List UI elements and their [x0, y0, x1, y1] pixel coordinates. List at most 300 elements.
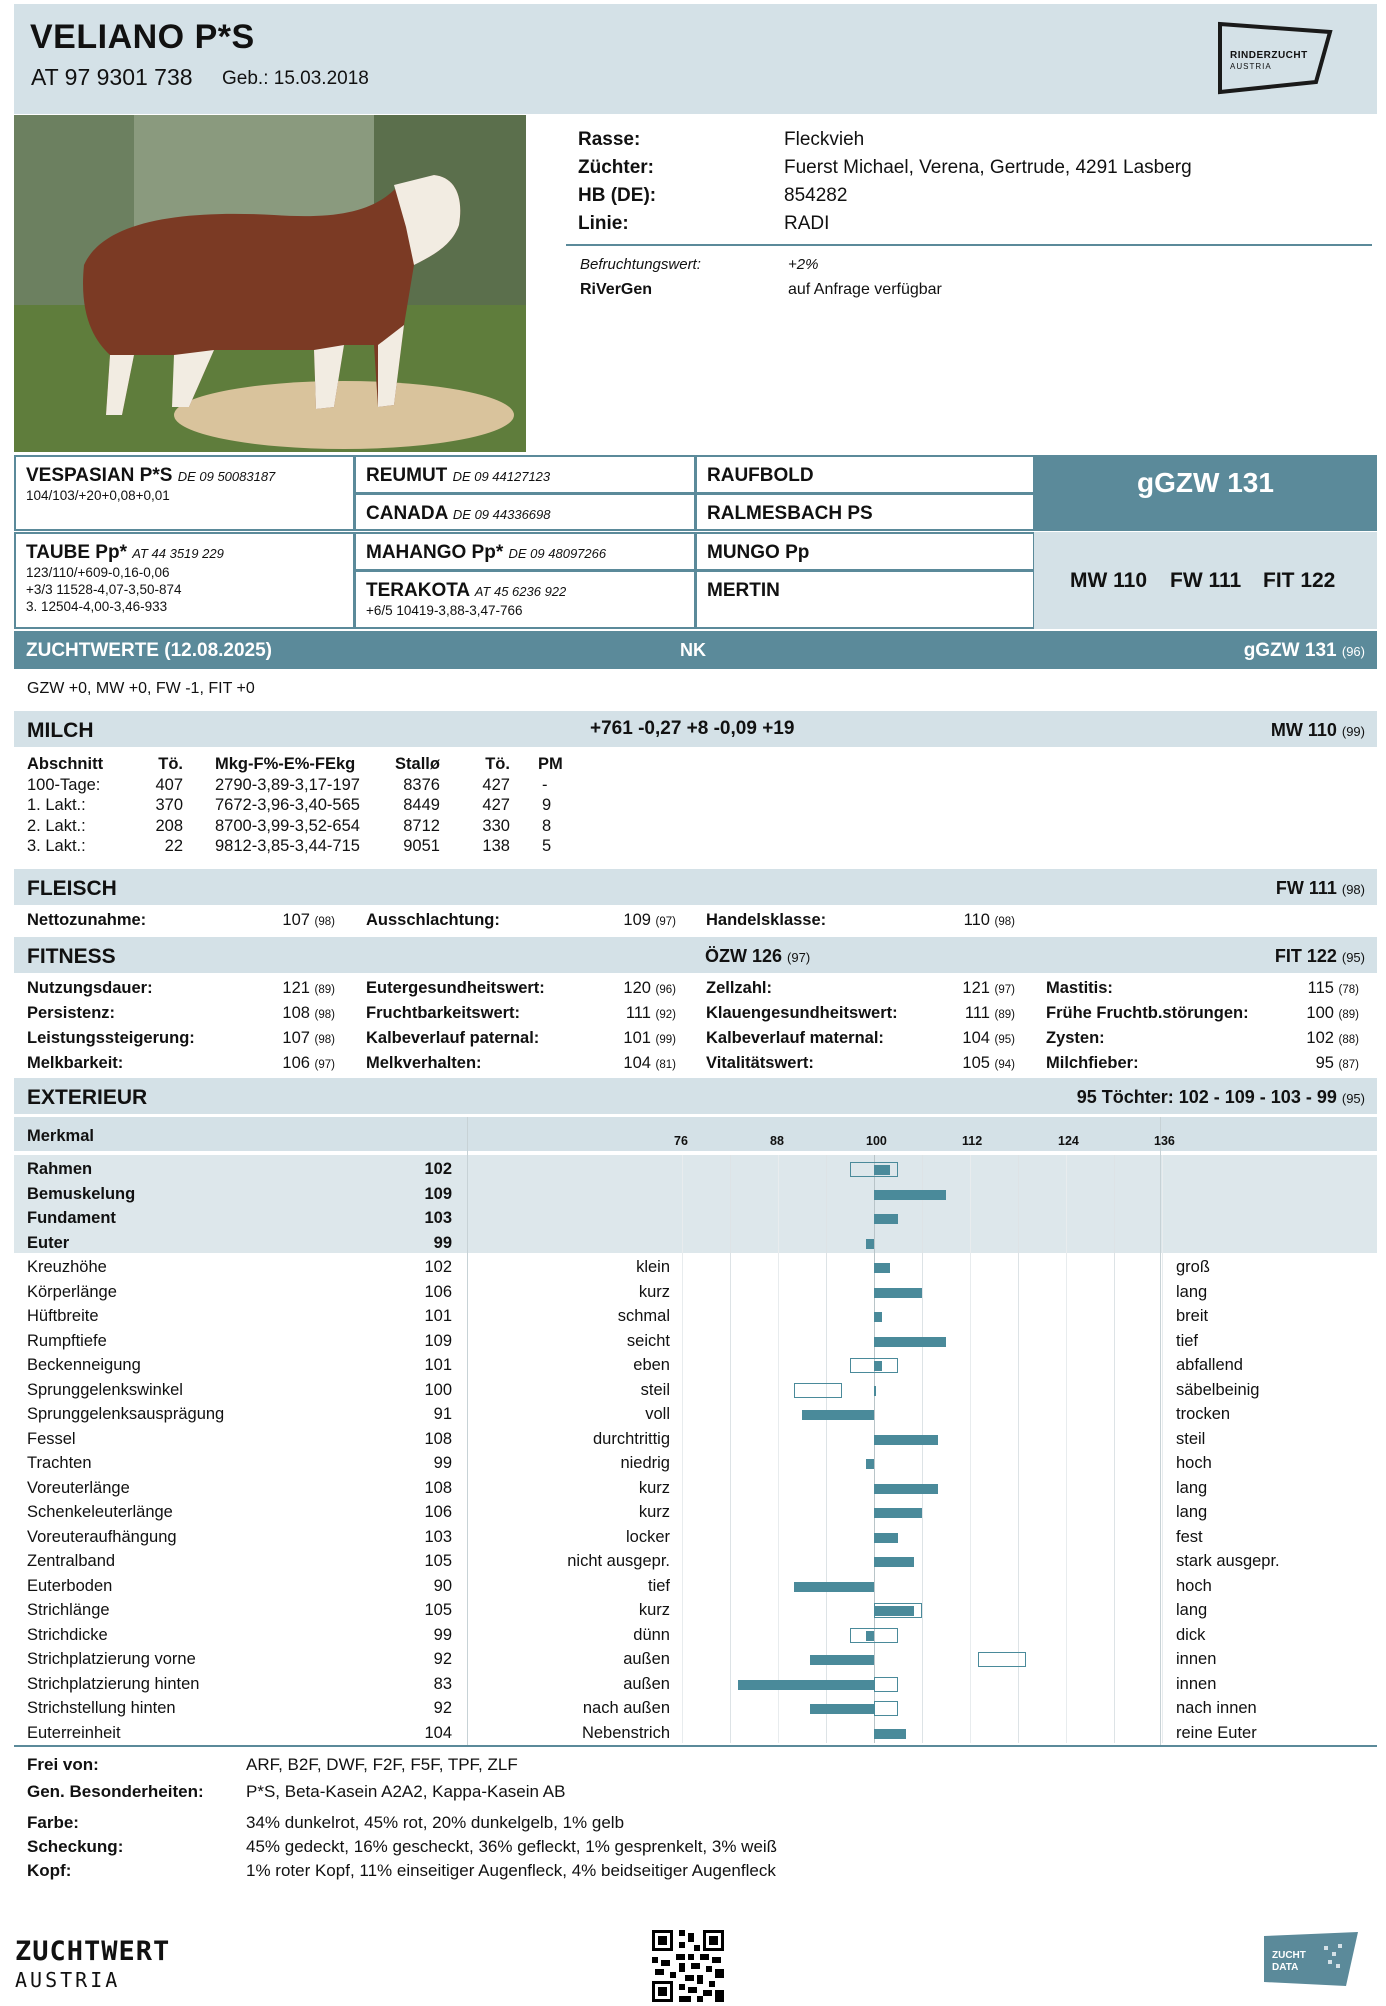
zuchtwert-austria-logo-line2: AUSTRIA	[15, 1968, 121, 1992]
milch-cell: 1. Lakt.:	[27, 796, 86, 814]
trait-right-pole: dick	[1176, 1625, 1206, 1644]
milch-cell: 8376	[403, 775, 440, 794]
exterieur-linear-row	[14, 1647, 1377, 1672]
milch-cell: 407	[155, 775, 183, 794]
milch-index: MW 110	[1270, 720, 1337, 740]
milch-cell: 8712	[403, 816, 440, 835]
milch-cell: 330	[482, 816, 510, 835]
merkmal-label: Merkmal	[27, 1127, 94, 1145]
misc-row	[27, 1859, 777, 1883]
ped-reg: DE 09 48097266	[508, 546, 607, 561]
zucht-data-logo	[1262, 1930, 1362, 1990]
trait-score: 106	[424, 1282, 452, 1301]
trait-left-pole: steil	[640, 1380, 670, 1399]
trait-label: Nutzungsdauer:	[27, 979, 153, 997]
trait-bar	[866, 1239, 874, 1249]
zuchtwerte-date: (12.08.2025)	[164, 640, 273, 661]
trait-left-pole: außen	[623, 1674, 670, 1693]
rivergen-value: auf Anfrage verfügbar	[788, 281, 942, 298]
trait-label: Melkbarkeit:	[27, 1054, 124, 1072]
exterieur-linear-row	[14, 1549, 1377, 1574]
trait-bar	[874, 1557, 914, 1567]
exterieur-linear-row	[14, 1500, 1377, 1525]
exterieur-linear-row	[14, 1451, 1377, 1476]
trait-label: Kalbeverlauf paternal:	[366, 1029, 540, 1047]
daughter-range-box	[874, 1677, 898, 1692]
info-label: Rasse:	[578, 129, 641, 150]
nk-label: NK	[680, 640, 706, 660]
trait-name: Euterboden	[27, 1576, 113, 1595]
exterieur-linear-row	[14, 1427, 1377, 1452]
misc-row	[27, 1811, 777, 1835]
trait-label: Eutergesundheitswert:	[366, 979, 545, 997]
delta-line: GZW +0, MW +0, FW -1, FIT +0	[27, 680, 255, 697]
daughter-range-box	[794, 1383, 842, 1398]
milch-cell: 2. Lakt.:	[27, 816, 86, 835]
trait-score: 109	[424, 1184, 452, 1203]
trait-bar	[866, 1459, 874, 1469]
trait-score: 90	[433, 1576, 452, 1595]
trait-label: Mastitis:	[1046, 979, 1113, 997]
milch-cell: 7672-3,96-3,40-565	[215, 796, 360, 814]
trait-label: Ausschlachtung:	[366, 911, 500, 929]
rinderzucht-austria-logo: RINDERZUCHT AUSTRIA	[1216, 20, 1336, 96]
trait-score: 92	[433, 1699, 452, 1717]
trait-right-pole: hoch	[1176, 1576, 1212, 1595]
milch-summary: +761 -0,27 +8 -0,09 +19	[590, 718, 795, 739]
pedigree-dam	[14, 532, 355, 629]
trait-left-pole: nach außen	[582, 1699, 670, 1717]
bull-photo	[14, 115, 526, 452]
trait-left-pole: kurz	[638, 1601, 670, 1619]
trait-score: 99	[433, 1454, 452, 1472]
trait-right-pole: reine Euter	[1176, 1723, 1257, 1742]
trait-score: 105	[424, 1552, 452, 1570]
info-label: Züchter:	[578, 157, 654, 178]
ped-name: REUMUT	[366, 465, 448, 486]
trait-name: Strichdicke	[27, 1625, 108, 1644]
trait-value: 108 (98)	[282, 1004, 335, 1022]
misc-row	[27, 1780, 777, 1811]
trait-name: Rahmen	[27, 1160, 93, 1178]
trait-bar	[874, 1533, 898, 1543]
exterieur-linear-row	[14, 1304, 1377, 1329]
fitness-rel: (95)	[1341, 950, 1365, 965]
registration-number: AT 97 9301 738	[31, 64, 193, 90]
info-value: Fleckvieh	[784, 129, 865, 150]
dam-lactation: +3/3 11528-4,07-3,50-874	[26, 582, 182, 597]
exterieur-daughters: 95 Töchter: 102 - 109 - 103 - 99	[1076, 1087, 1337, 1107]
trait-bar	[802, 1410, 874, 1420]
trait-left-pole: durchtrittig	[592, 1429, 670, 1448]
fitness-title: FITNESS	[27, 945, 116, 968]
trait-left-pole: tief	[647, 1576, 670, 1595]
trait-bar	[874, 1484, 938, 1494]
trait-reliability: (97)	[314, 1059, 335, 1071]
trait-score: 101	[424, 1356, 452, 1374]
trait-label: Frühe Fruchtb.störungen:	[1046, 1004, 1249, 1022]
trait-bar	[874, 1386, 876, 1396]
milch-rel: (99)	[1341, 724, 1365, 739]
trait-bar	[874, 1508, 922, 1518]
ped-name: MUNGO Pp	[707, 542, 810, 563]
trait-name: Schenkeleuterlänge	[27, 1503, 173, 1521]
trait-score: 100	[424, 1380, 452, 1399]
trait-label: Klauengesundheitswert:	[706, 1004, 898, 1022]
exterieur-rel: (95)	[1341, 1091, 1365, 1106]
trait-label: Zysten:	[1046, 1029, 1105, 1047]
trait-value: 107 (98)	[282, 1029, 335, 1047]
pedigree-sire-sire	[354, 455, 696, 494]
trait-value: 121 (89)	[282, 979, 335, 997]
ggzw-box	[1034, 455, 1377, 531]
trait-left-pole: klein	[636, 1258, 670, 1276]
exterieur-linear-row	[14, 1329, 1377, 1354]
qr-code-icon	[652, 1930, 724, 2002]
exterieur-bottom-line	[14, 1745, 1377, 1747]
trait-name: Strichlänge	[27, 1601, 110, 1619]
trait-name: Rumpftiefe	[27, 1331, 107, 1350]
trait-value: 101 (99)	[623, 1029, 676, 1047]
trait-left-pole: seicht	[626, 1331, 670, 1350]
trait-label: Persistenz:	[27, 1004, 116, 1022]
milch-cell: 8	[541, 816, 552, 835]
milch-title: MILCH	[27, 719, 94, 742]
misc-label: Gen. Besonderheiten:	[27, 1782, 204, 1801]
milch-header: Tö.	[485, 755, 510, 773]
ped-name: RALMESBACH PS	[707, 503, 873, 524]
trait-right-pole: säbelbeinig	[1176, 1380, 1260, 1399]
milch-header-row	[21, 754, 576, 775]
trait-right-pole: lang	[1176, 1601, 1208, 1619]
trait-score: 83	[433, 1674, 452, 1693]
info-value: 854282	[784, 185, 848, 206]
trait-value: 121 (97)	[962, 979, 1015, 997]
trait-right-pole: fest	[1176, 1527, 1203, 1546]
trait-bar	[874, 1606, 914, 1616]
trait-label: Melkverhalten:	[366, 1054, 482, 1072]
milch-row	[21, 836, 576, 857]
scale-tick-label: 124	[1058, 1134, 1079, 1148]
trait-bar	[874, 1337, 946, 1347]
trait-reliability: (98)	[314, 1034, 335, 1046]
trait-name: Beckenneigung	[27, 1356, 141, 1374]
trait-reliability: (88)	[1338, 1034, 1359, 1046]
birth-date: Geb.: 15.03.2018	[222, 68, 369, 89]
dam-name: TAUBE Pp*	[26, 542, 127, 563]
milch-header: Stallø	[395, 755, 440, 773]
trait-bar	[874, 1190, 946, 1200]
trait-score: 106	[424, 1503, 452, 1521]
trait-right-pole: innen	[1176, 1650, 1217, 1668]
trait-name: Euter	[27, 1233, 70, 1252]
trait-label: Kalbeverlauf maternal:	[706, 1029, 884, 1047]
trait-bar	[874, 1214, 898, 1224]
misc-row	[27, 1835, 777, 1859]
trait-name: Körperlänge	[27, 1282, 117, 1301]
trait-name: Sprunggelenkswinkel	[27, 1380, 183, 1399]
trait-score: 102	[424, 1258, 452, 1276]
exterieur-linear-row	[14, 1672, 1377, 1697]
befruchtungswert-value: +2%	[788, 256, 819, 273]
milch-cell: 2790-3,89-3,17-197	[215, 775, 360, 794]
pedigree-dds	[695, 570, 1035, 629]
fit-value: FIT 122	[1263, 569, 1336, 592]
milch-header: Abschnitt	[27, 755, 104, 773]
milch-cell: 9051	[403, 837, 440, 855]
milch-cell: 22	[164, 837, 183, 855]
trait-name: Sprunggelenksausprägung	[27, 1405, 225, 1423]
trait-left-pole: schmal	[617, 1307, 670, 1325]
milch-cell: 9	[541, 796, 552, 814]
trait-label: Zellzahl:	[706, 979, 773, 997]
misc-row	[27, 1753, 777, 1780]
trait-score: 103	[424, 1527, 452, 1546]
sire-values: 104/103/+20+0,08+0,01	[26, 488, 170, 503]
exterieur-linear-row	[14, 1378, 1377, 1403]
trait-bar	[738, 1680, 874, 1690]
exterieur-linear-row	[14, 1623, 1377, 1648]
trait-value: 104 (81)	[623, 1054, 676, 1072]
info-label: HB (DE):	[578, 185, 657, 206]
zuchtwerte-band	[14, 631, 1377, 669]
misc-info	[27, 1753, 777, 1883]
scale-tick-label: 112	[962, 1134, 983, 1148]
fleisch-band	[14, 869, 1377, 905]
misc-value: ARF, B2F, DWF, F2F, F5F, TPF, ZLF	[246, 1755, 518, 1774]
info-table	[578, 126, 1368, 238]
misc-value: P*S, Beta-Kasein A2A2, Kappa-Kasein AB	[246, 1782, 566, 1801]
trait-reliability: (98)	[314, 1009, 335, 1021]
pedigree-sire-dam	[354, 493, 696, 531]
trait-value: 107 (98)	[282, 911, 335, 929]
trait-value: 115 (78)	[1307, 979, 1359, 997]
ggzw-value: gGZW 131	[1137, 467, 1274, 498]
exterieur-main-row	[14, 1157, 1377, 1182]
trait-value: 109 (97)	[623, 911, 676, 929]
trait-name: Kreuzhöhe	[27, 1258, 107, 1276]
ped-name: CANADA	[366, 503, 448, 524]
misc-label: Frei von:	[27, 1755, 99, 1774]
trait-right-pole: lang	[1176, 1478, 1208, 1497]
misc-label: Farbe:	[27, 1813, 79, 1832]
milch-cell: -	[541, 775, 548, 794]
fleisch-title: FLEISCH	[27, 877, 117, 900]
trait-right-pole: breit	[1176, 1307, 1209, 1325]
exterieur-linear-row	[14, 1696, 1377, 1721]
trait-score: 108	[424, 1478, 452, 1497]
trait-reliability: (96)	[655, 984, 676, 996]
trait-right-pole: lang	[1176, 1503, 1208, 1521]
trait-left-pole: nicht ausgepr.	[567, 1552, 670, 1570]
trait-value: 106 (97)	[282, 1054, 335, 1072]
trait-name: Strichplatzierung hinten	[27, 1674, 200, 1693]
milch-cell: 8700-3,99-3,52-654	[215, 816, 360, 835]
info-value: RADI	[784, 213, 830, 234]
index-box	[1034, 532, 1377, 629]
trait-score: 105	[424, 1601, 452, 1619]
trait-score: 92	[433, 1650, 452, 1668]
daughter-range-box	[850, 1628, 898, 1643]
fitness-index: FIT 122	[1274, 946, 1337, 966]
trait-left-pole: voll	[645, 1405, 670, 1423]
exterieur-main-row	[14, 1182, 1377, 1207]
trait-bar	[810, 1704, 874, 1714]
milch-cell: 9812-3,85-3,44-715	[215, 837, 360, 855]
fleisch-index: FW 111	[1275, 878, 1337, 898]
misc-value: 1% roter Kopf, 11% einseitiger Augenfleck, 4% beidseitiger Augenfleck	[246, 1861, 776, 1880]
trait-name: Fundament	[27, 1209, 116, 1227]
trait-name: Voreuteraufhängung	[27, 1527, 177, 1546]
milch-cell: 370	[155, 796, 183, 814]
bull-name: VELIANO P*S	[30, 18, 255, 56]
trait-right-pole: abfallend	[1176, 1356, 1243, 1374]
ozw-value: ÖZW 126	[705, 946, 783, 966]
trait-reliability: (89)	[1338, 1009, 1359, 1021]
daughter-range-box	[874, 1701, 898, 1716]
pedigree-sire	[14, 455, 355, 531]
exterieur-linear-row	[14, 1525, 1377, 1550]
zucht-data-text: ZUCHT	[1272, 1950, 1306, 1961]
trait-value: 111 (89)	[964, 1004, 1015, 1022]
milch-row	[21, 795, 576, 816]
trait-left-pole: außen	[623, 1650, 670, 1668]
trait-right-pole: lang	[1176, 1282, 1208, 1301]
trait-score: 103	[424, 1209, 452, 1227]
trait-name: Trachten	[27, 1454, 92, 1472]
pedigree-sds	[695, 493, 1035, 531]
befruchtungswert-label: Befruchtungswert:	[580, 256, 701, 273]
trait-reliability: (78)	[1338, 984, 1359, 996]
sire-name: VESPASIAN P*S	[26, 465, 173, 486]
dam-values: 123/110/+609-0,16-0,06	[26, 565, 170, 580]
scale-tick-label: 76	[674, 1134, 688, 1148]
trait-value: 95 (87)	[1315, 1054, 1359, 1072]
trait-left-pole: Nebenstrich	[581, 1723, 670, 1742]
exterieur-linear-row	[14, 1598, 1377, 1623]
trait-name: Zentralband	[27, 1552, 116, 1570]
milch-cell: 100-Tage:	[27, 775, 101, 794]
trait-bar	[810, 1655, 874, 1665]
ozw-rel: (97)	[787, 950, 811, 965]
trait-right-pole: tief	[1176, 1331, 1199, 1350]
exterieur-linear-row	[14, 1402, 1377, 1427]
trait-score: 109	[424, 1331, 452, 1350]
dam-reg: AT 44 3519 229	[132, 546, 224, 561]
fitness-band	[14, 937, 1377, 973]
trait-value: 105 (94)	[962, 1054, 1015, 1072]
trait-bar	[874, 1312, 882, 1322]
exterieur-title: EXTERIEUR	[27, 1086, 148, 1109]
milch-cell: 5	[541, 837, 552, 855]
trait-value: 110 (98)	[963, 911, 1015, 929]
ped-name: RAUFBOLD	[707, 465, 814, 486]
trait-bar	[874, 1165, 890, 1175]
exterieur-band	[14, 1078, 1377, 1114]
ped-name: TERAKOTA	[366, 580, 470, 601]
trait-label: Milchfieber:	[1046, 1054, 1139, 1072]
exterieur-main-row	[14, 1206, 1377, 1231]
trait-reliability: (89)	[994, 1009, 1015, 1021]
daughter-range-box	[978, 1652, 1026, 1667]
trait-label: Vitalitätswert:	[706, 1054, 814, 1072]
trait-bar	[874, 1435, 938, 1445]
exterieur-main-row	[14, 1231, 1377, 1256]
milch-row	[21, 816, 576, 837]
scale-tick-label: 88	[770, 1134, 784, 1148]
trait-bar	[866, 1631, 874, 1641]
trait-name: Hüftbreite	[27, 1307, 99, 1325]
trait-name: Euterreinheit	[27, 1723, 121, 1742]
trait-label: Handelsklasse:	[706, 911, 827, 929]
trait-reliability: (87)	[1338, 1059, 1359, 1071]
exterieur-linear-row	[14, 1574, 1377, 1599]
dam-best-lactation: 3. 12504-4,00-3,46-933	[26, 599, 168, 614]
exterieur-linear-row	[14, 1721, 1377, 1746]
misc-value: 45% gedeckt, 16% gescheckt, 36% gefleckt, 1% gesprenkelt, 3% weiß	[246, 1837, 778, 1856]
trait-left-pole: dünn	[633, 1625, 670, 1644]
trait-name: Voreuterlänge	[27, 1478, 130, 1497]
trait-score: 108	[424, 1429, 452, 1448]
pedigree-dam-sire	[354, 532, 696, 571]
trait-bar	[874, 1288, 922, 1298]
trait-score: 101	[424, 1307, 452, 1325]
mw-value: MW 110	[1070, 569, 1148, 592]
ped-name: MERTIN	[707, 580, 780, 601]
milch-cell: 427	[482, 796, 510, 814]
info-divider	[566, 244, 1372, 246]
trait-left-pole: locker	[625, 1527, 670, 1546]
trait-score: 91	[433, 1405, 452, 1423]
milch-cell: 427	[482, 775, 510, 794]
ped-name: MAHANGO Pp*	[366, 542, 504, 563]
milch-cell: 138	[482, 837, 510, 855]
milch-table	[21, 754, 576, 857]
trait-score: 99	[433, 1233, 452, 1252]
exterieur-linear-row	[14, 1280, 1377, 1305]
trait-right-pole: stark ausgepr.	[1176, 1552, 1280, 1570]
exterieur-linear-row	[14, 1476, 1377, 1501]
trait-label: Nettozunahme:	[27, 911, 147, 929]
trait-left-pole: eben	[633, 1356, 670, 1374]
exterieur-linear-row	[14, 1255, 1377, 1280]
zuchtwerte-ggzw: gGZW 131	[1243, 640, 1337, 661]
ped-reg: DE 09 44336698	[452, 507, 551, 522]
trait-right-pole: steil	[1176, 1429, 1206, 1448]
trait-reliability: (97)	[994, 984, 1015, 996]
info-value: Fuerst Michael, Verena, Gertrude, 4291 Lasberg	[784, 157, 1192, 178]
zuchtwerte-ggzw-rel: (96)	[1341, 644, 1365, 659]
trait-reliability: (95)	[994, 1034, 1015, 1046]
misc-value: 34% dunkelrot, 45% rot, 20% dunkelgelb, 1% gelb	[246, 1813, 625, 1832]
scale-tick-label: 100	[866, 1134, 887, 1148]
trait-reliability: (97)	[655, 916, 676, 928]
trait-reliability: (98)	[314, 916, 335, 928]
trait-reliability: (92)	[655, 1009, 676, 1021]
ped-reg: AT 45 6236 922	[474, 584, 567, 599]
trait-label: Fruchtbarkeitswert:	[366, 1004, 521, 1022]
misc-label: Scheckung:	[27, 1837, 124, 1856]
trait-reliability: (99)	[655, 1034, 676, 1046]
trait-label: Leistungssteigerung:	[27, 1029, 195, 1047]
milch-cell: 8449	[403, 796, 440, 814]
trait-score: 104	[424, 1723, 452, 1742]
exterieur-linear-row	[14, 1353, 1377, 1378]
fleisch-rel: (98)	[1341, 882, 1365, 897]
info-label: Linie:	[578, 213, 629, 234]
trait-name: Fessel	[27, 1429, 76, 1448]
trait-left-pole: kurz	[638, 1478, 670, 1497]
